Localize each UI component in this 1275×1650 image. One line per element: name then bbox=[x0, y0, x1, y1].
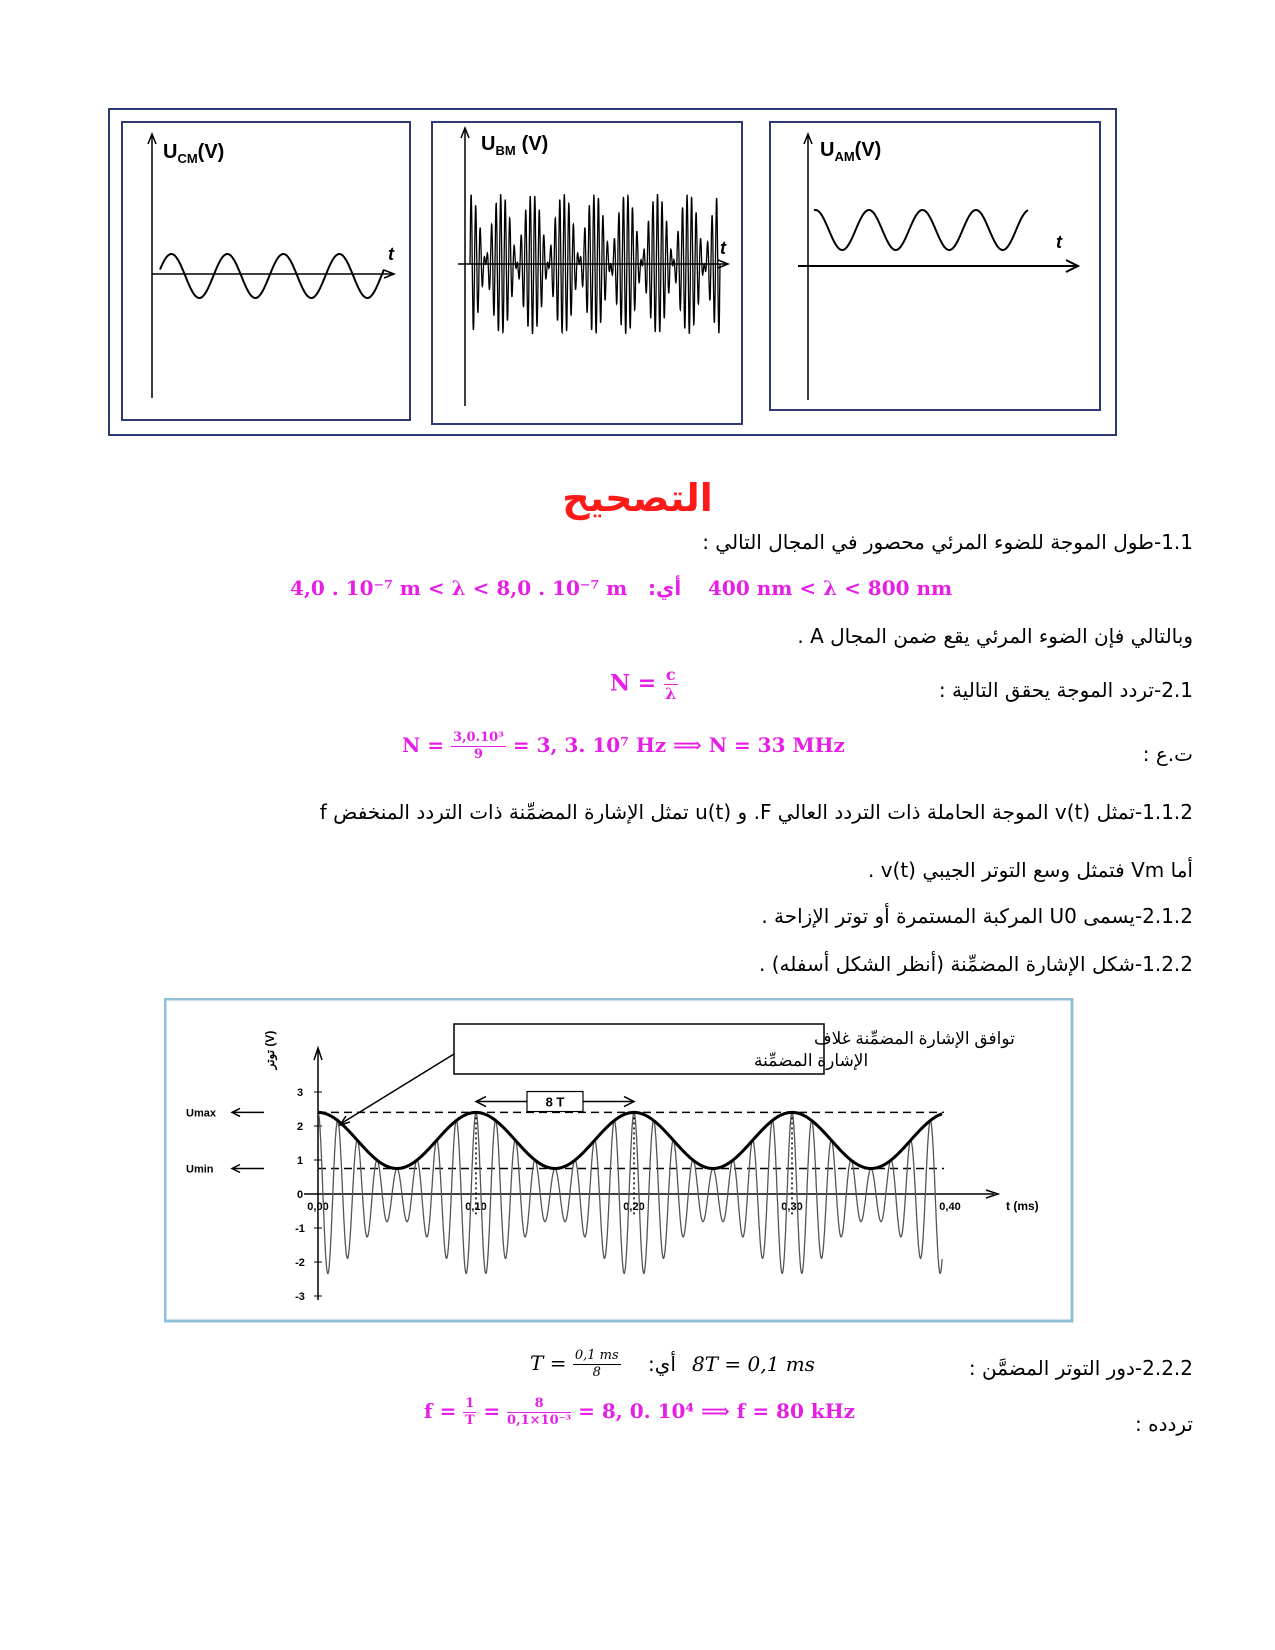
q21-formula-den: λ bbox=[665, 684, 677, 703]
x-tick-label: 0,40 bbox=[939, 1201, 961, 1213]
y-tick-label: 0 bbox=[296, 1189, 304, 1201]
q222-f-mid: = bbox=[483, 1399, 501, 1423]
q212-text: 2.1.2-يسمى U0 المركبة المستمرة أو توتر الإزاحة . bbox=[761, 904, 1193, 928]
q11-math-left: 4,0 . 10⁻⁷ m < λ < 8,0 . 10⁻⁷ m bbox=[290, 576, 628, 600]
callout-line-2: الإشارة المضمِّنة bbox=[754, 1051, 869, 1070]
q112-text: 1.1.2-تمثل v(t) الموجة الحاملة ذات التردد العالي F. و u(t) تمثل الإشارة المضمِّنة ذات التردد المنخفض f bbox=[319, 800, 1193, 824]
q222-f-num1: 1 bbox=[465, 1396, 475, 1411]
q11-ay-label: أي: bbox=[648, 576, 682, 600]
top-oscillograms-figure bbox=[108, 108, 1118, 438]
q222-f-rhs: = 8, 0. 10⁴ ⟹ f = 80 kHz bbox=[578, 1399, 855, 1423]
x-tick-label: 0,20 bbox=[623, 1201, 645, 1213]
y-tick-label: -1 bbox=[295, 1223, 305, 1235]
q21-app-den: 9 bbox=[473, 747, 483, 762]
q11-conclusion: وبالتالي فإن الضوء المرئي يقع ضمن المجال A . bbox=[797, 624, 1193, 648]
y-tick-label: -3 bbox=[295, 1291, 305, 1303]
ubm-label: $U_{BM}$ (V) bbox=[481, 133, 549, 158]
q222-ay-label: أي: bbox=[648, 1352, 676, 1376]
q21-formula-num: c bbox=[665, 665, 676, 684]
q21-application bbox=[402, 730, 845, 763]
uam-label: $U_{AM}(V)$ bbox=[820, 139, 882, 164]
q222-f-lhs: f = bbox=[424, 1399, 457, 1423]
graph-ylabel: توتر (V) bbox=[263, 1030, 277, 1070]
x-tick-label: 0,00 bbox=[307, 1201, 329, 1213]
q122-text: 1.2.2-شكل الإشارة المضمِّنة (أنظر الشكل أسفله) . bbox=[758, 952, 1193, 976]
q21-app-rhs: = 3, 3. 10⁷ Hz ⟹ N = 33 MHz bbox=[512, 733, 845, 757]
q222-text: 2.2.2-دور التوتر المضمَّن : bbox=[968, 1356, 1193, 1380]
graph-xlabel: t (ms) bbox=[1006, 1199, 1039, 1213]
q222-f-num2: 8 bbox=[507, 1396, 571, 1413]
q11-math-row bbox=[290, 574, 970, 606]
x-tick-label: 0,10 bbox=[465, 1201, 487, 1213]
q222-freq-formula bbox=[424, 1396, 855, 1429]
q11-math-right: 400 nm < λ < 800 nm bbox=[708, 576, 953, 600]
callout-line-1: توافق الإشارة المضمِّنة غلاف bbox=[814, 1029, 1015, 1048]
y-tick-label: 3 bbox=[296, 1087, 304, 1099]
umax-label: Umax bbox=[186, 1107, 216, 1120]
page-title: التصحيح bbox=[562, 476, 713, 520]
x-tick-label: 0,30 bbox=[781, 1201, 803, 1213]
ucm-t-label: t bbox=[388, 244, 394, 264]
q21-app-lhs: N = bbox=[402, 733, 445, 757]
period-8t-label: 8 T bbox=[545, 1094, 565, 1110]
panel-ucm bbox=[122, 122, 410, 420]
ubm-t-label: t bbox=[720, 238, 726, 258]
q222-freq-label: تردده : bbox=[1135, 1412, 1193, 1436]
panel-ubm bbox=[432, 122, 742, 424]
ucm-label: $U_{CM}(V)$ bbox=[163, 141, 225, 166]
y-tick-label: 1 bbox=[296, 1155, 304, 1167]
q222-eq1: 8T = 0,1 ms bbox=[692, 1352, 815, 1376]
q112-text2: أما Vm فتمثل وسع التوتر الجيبي v(t) . bbox=[867, 858, 1193, 882]
q21-app-num: 3,0.10³ bbox=[452, 730, 504, 745]
panel-uam bbox=[770, 122, 1100, 410]
q222-eq2-lhs: T = bbox=[530, 1351, 567, 1375]
q222-f-den1: T bbox=[464, 1413, 475, 1428]
q21-formula bbox=[610, 666, 678, 703]
uam-t-label: t bbox=[1056, 232, 1062, 252]
q222-eq2-den: 8 bbox=[592, 1365, 601, 1380]
y-tick-label: 2 bbox=[296, 1121, 304, 1133]
q21-formula-lhs: N = bbox=[610, 670, 657, 697]
modulated-signal-graph bbox=[164, 998, 1074, 1324]
q222-eq2 bbox=[530, 1348, 621, 1381]
q222-f-den2: 0,1×10⁻³ bbox=[507, 1413, 572, 1428]
q11-text: 1.1-طول الموجة للضوء المرئي محصور في المجال التالي : bbox=[702, 530, 1193, 554]
umin-label: Umin bbox=[186, 1163, 214, 1176]
q222-eq2-num: 0,1 ms bbox=[574, 1348, 619, 1363]
q21-ta-label: ت.ع : bbox=[1142, 742, 1193, 766]
y-tick-label: -2 bbox=[295, 1257, 305, 1269]
q21-text: 2.1-تردد الموجة يحقق التالية : bbox=[938, 678, 1193, 702]
